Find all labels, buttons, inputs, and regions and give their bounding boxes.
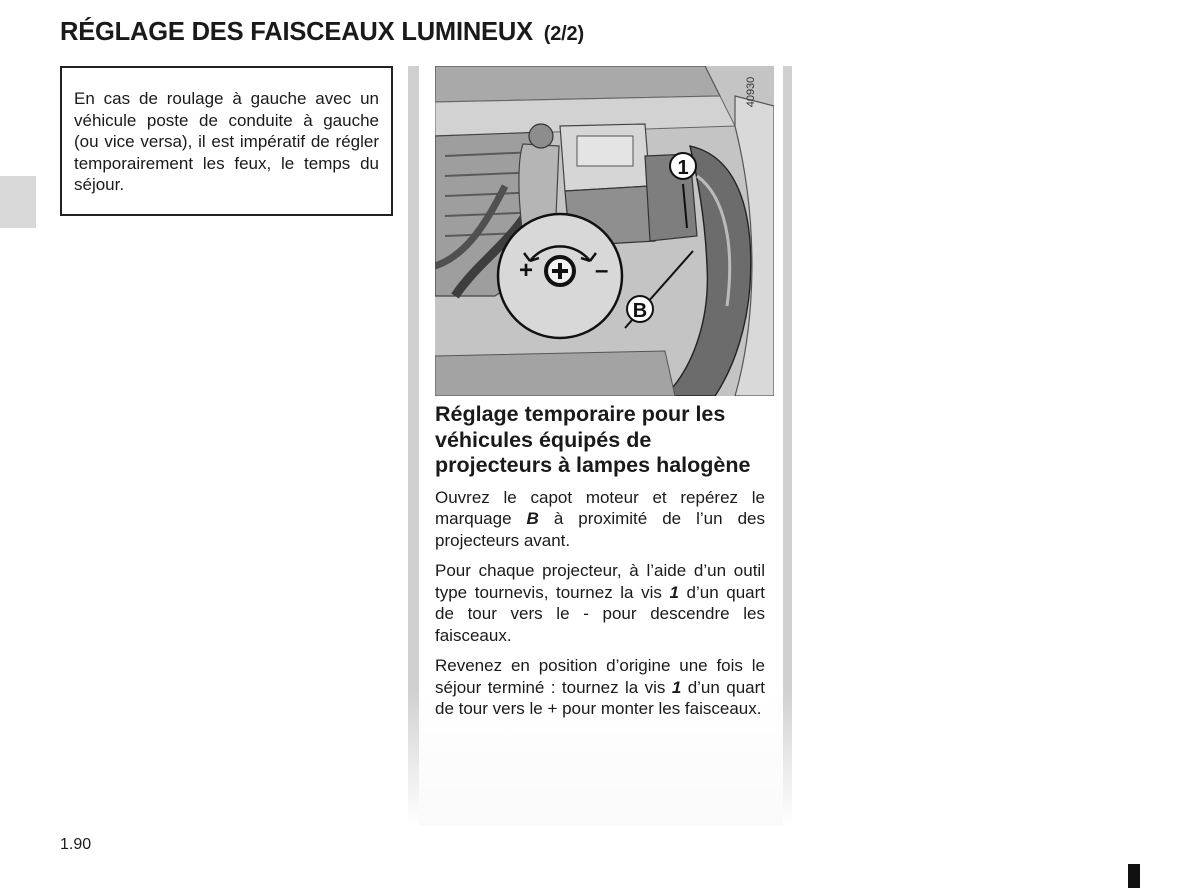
instructions-section [435, 402, 765, 729]
p2-mark-1: 1 [669, 582, 679, 602]
p1-text-after: à proximité de l’un des projecteurs avant. [435, 509, 765, 550]
section-heading: Réglage temporaire pour les véhicules équipés de projecteurs à lampes halogène [435, 402, 751, 477]
p2-text-after: d’un quart de tour vers le - pour descendre les faisceaux. [435, 582, 765, 645]
p1-text-before: Ouvrez le capot moteur et repérez le marquage [435, 487, 765, 528]
plus-sign: + [519, 257, 534, 284]
page-number: 1.90 [60, 836, 92, 853]
page-title [60, 18, 584, 47]
engine-bay-illustration [435, 66, 774, 396]
p2-text-before: Pour chaque projecteur, à l’aide d’un outil type tournevis, tournez la vis [435, 561, 765, 602]
callout-b-label: B [632, 300, 648, 322]
p3-text-before: Revenez en position d’origine une fois le séjour terminé : tournez la vis [435, 656, 765, 697]
engine-bay-drawing [435, 66, 774, 396]
warning-note-text: En cas de roulage à gauche avec un véhicule poste de conduite à gauche (ou vice versa), il est impératif de régler temporairement les feux, le temps du séjour. [74, 89, 379, 194]
page-title-main: RÉGLAGE DES FAISCEAUX LUMINEUX [60, 18, 533, 46]
paragraph-restore [435, 655, 765, 720]
page-title-suffix: (2/2) [543, 23, 584, 45]
chapter-tab-marker [0, 176, 36, 228]
battery-label-plate [577, 136, 633, 166]
page-corner-marker [1128, 864, 1140, 888]
minus-sign: – [595, 257, 609, 284]
p3-text-after: d’un quart de tour vers le + pour monter les faisceaux. [435, 677, 765, 718]
reservoir-cap [529, 124, 553, 148]
callout-1-label: 1 [677, 157, 689, 179]
front-bumper [435, 351, 675, 396]
paragraph-turn-screw [435, 560, 765, 646]
paragraph-open-hood [435, 487, 765, 552]
figure-reference-number: 40930 [745, 76, 757, 108]
warning-note-box [60, 66, 393, 216]
p1-mark-b: B [526, 509, 539, 528]
p3-mark-1: 1 [671, 677, 682, 697]
